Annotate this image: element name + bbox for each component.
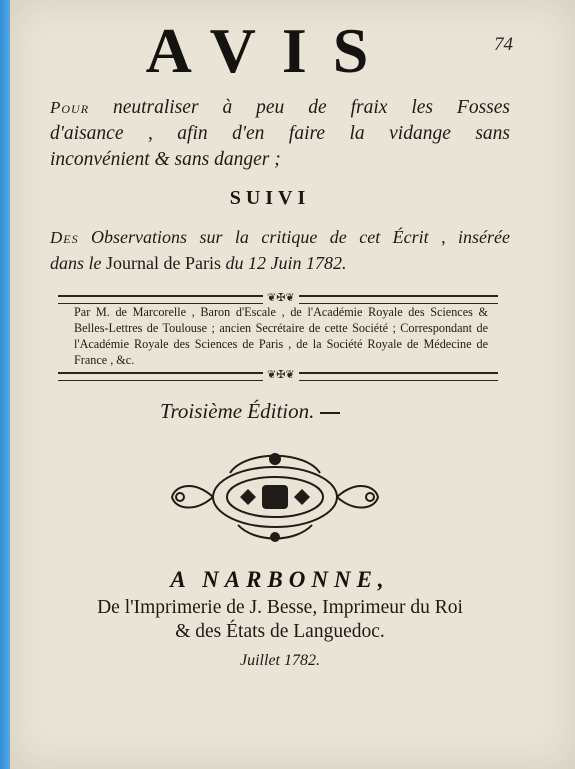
printer-line-2: & des États de Languedoc. — [175, 621, 385, 642]
subtitle-line-1-text: neutraliser à peu de fraix les Fosses — [89, 97, 510, 118]
observations-line-1 — [50, 224, 510, 251]
page-title: AVIS — [145, 15, 395, 86]
imprint-printer — [10, 596, 550, 644]
edition-text: Troisième Édition. — [160, 399, 315, 423]
printer-ornament-vignette — [160, 445, 390, 545]
author-block: Par M. de Marcorelle , Baron d'Escale , de l'Académie Royale des Sciences & Belles-Lettres de Toulouse ; ancien Secrétaire de cette Société ; Correspondant de l'Académie Royale des Sciences de Paris , de la Société Royale de Médecine de France , &c. — [74, 305, 488, 367]
subtitle-lead: Pour — [50, 98, 90, 117]
observations-line-2 — [50, 250, 510, 276]
top-ornamental-rule — [58, 292, 498, 304]
subtitle-line-3: inconvénient & sans danger ; — [50, 149, 281, 170]
edition-note — [160, 399, 420, 424]
imprint-place: A NARBONNE, — [170, 567, 390, 592]
journal-word: Journal — [106, 253, 159, 273]
edition-flourish — [320, 412, 340, 414]
scan-edge — [0, 0, 10, 769]
printer-line-1: De l'Imprimerie de J. Besse, Imprimeur du Roi — [97, 597, 463, 618]
imprint-date: Juillet 1782. — [240, 652, 320, 669]
observations-text-c: du 12 Juin 1782. — [221, 253, 347, 273]
rule-ornament-icon: ❦✠❦ — [263, 368, 299, 381]
title-page — [10, 0, 575, 769]
subtitle-line-2: d'aisance , afin d'en faire la vidange sans — [50, 123, 510, 144]
subtitle-line-1 — [50, 95, 510, 121]
observations-text-a: dans le — [50, 253, 106, 273]
rule-ornament-icon: ❦✠❦ — [263, 291, 299, 304]
suivi-heading: SUIVI — [229, 187, 311, 209]
folio-number: 74 — [494, 34, 513, 55]
paris-word: Paris — [185, 253, 221, 273]
observations-lead: Des — [50, 228, 79, 247]
bottom-ornamental-rule — [58, 369, 498, 381]
observations-line-1-text: Observations sur la critique de cet Écrit , insérée — [78, 227, 510, 247]
observations-text-b: de — [159, 253, 185, 273]
